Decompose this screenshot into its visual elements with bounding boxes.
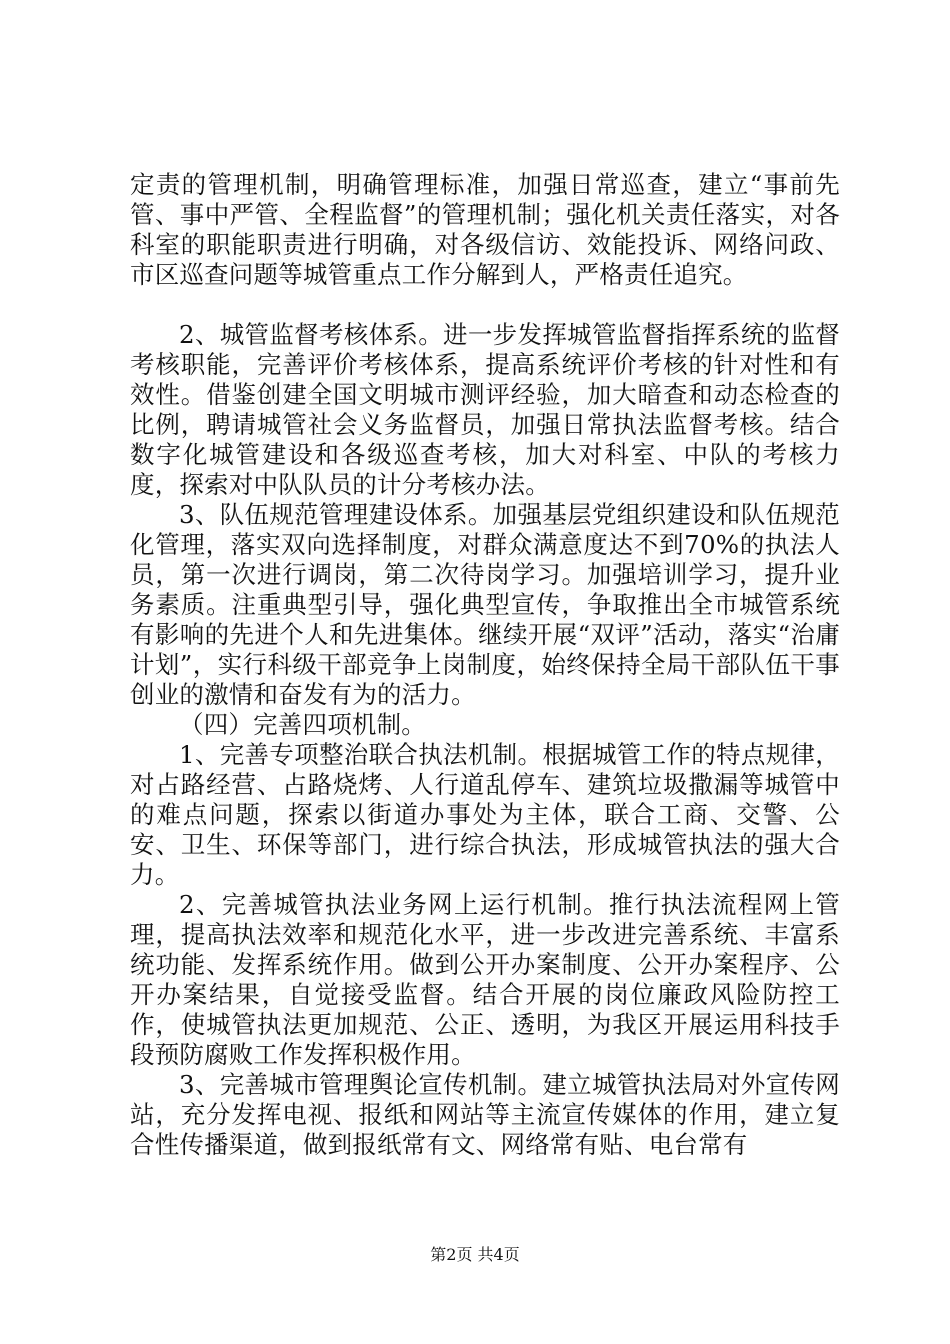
paragraph-online-operation: 2、完善城管执法业务网上运行机制。推行执法流程网上管理，提高执法效率和规范化水平，进一步改进完善系统、丰富系统功能、发挥系统作用。做到公开办案制度、公开办案程序、公开办案结果，自觉接受监督。结合开展的岗位廉政风险防控工作，使城管执法更加规范、公正、透明，为我区开展运用科技手段预防腐败工作发挥积极作用。 [130,890,840,1069]
paragraph-continuation: 定责的管理机制，明确管理标准，加强日常巡查，建立“事前先管、事中严管、全程监督”的管理机制；强化机关责任落实，对各科室的职能职责进行明确，对各级信访、效能投诉、网络问政、市区巡查问题等城管重点工作分解到人，严格责任追究。 [130,170,840,289]
paragraph-team-management: 3、队伍规范管理建设体系。加强基层党组织建设和队伍规范化管理，落实双向选择制度，对群众满意度达不到70%的执法人员，第一次进行调岗，第二次待岗学习。加强培训学习，提升业务素质。注重典型引导，强化典型宣传，争取推出全市城管系统有影响的先进个人和先进集体。继续开展“双评”活动，落实“治庸计划”，实行科级干部竞争上岗制度，始终保持全局干部队伍干事创业的激情和奋发有为的活力。 [130,500,840,709]
paragraph-joint-enforcement: 1、完善专项整治联合执法机制。根据城管工作的特点规律，对占路经营、占路烧烤、人行道乱停车、建筑垃圾撒漏等城管中的难点问题，探索以街道办事处为主体，联合工商、交警、公安、卫生、环保等部门，进行综合执法，形成城管执法的强大合力。 [130,740,840,889]
paragraph-publicity-mechanism: 3、完善城市管理舆论宣传机制。建立城管执法局对外宣传网站，充分发挥电视、报纸和网站等主流宣传媒体的作用，建立复合性传播渠道，做到报纸常有文、网络常有贴、电台常有 [130,1070,840,1159]
document-body [130,170,840,1160]
section-heading-four-mechanisms: （四）完善四项机制。 [179,710,426,739]
paragraph-supervision-system: 2、城管监督考核体系。进一步发挥城管监督指挥系统的监督考核职能，完善评价考核体系，提高系统评价考核的针对性和有效性。借鉴创建全国文明城市测评经验，加大暗查和动态检查的比例，聘请城管社会义务监督员，加强日常执法监督考核。结合数字化城管建设和各级巡查考核，加大对科室、中队的考核力度，探索对中队队员的计分考核办法。 [130,320,840,499]
page-number-footer: 第2页 共4页 [430,1245,520,1264]
